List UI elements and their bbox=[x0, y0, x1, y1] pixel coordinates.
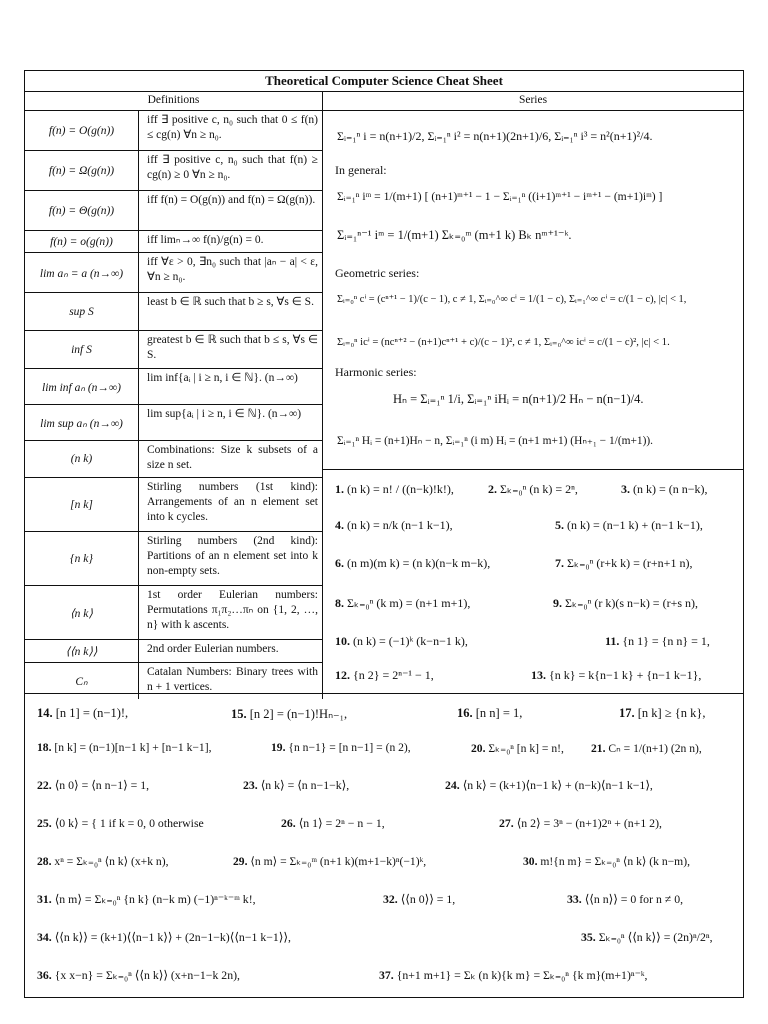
definition-term: lim aₙ = a (n→∞) bbox=[25, 253, 139, 292]
identity: 20. Σₖ₌₀ⁿ [n k] = n!, bbox=[471, 742, 564, 755]
definitions-header: Definitions bbox=[25, 91, 323, 111]
identity: 3. (n k) = (n n−k), bbox=[621, 482, 708, 496]
series-section bbox=[323, 111, 743, 470]
series-label: Harmonic series: bbox=[335, 365, 417, 379]
definition-text: 2nd order Eulerian numbers. bbox=[147, 643, 279, 655]
definition-text: 1st order Eulerian numbers: Permutations π₁π₂…πₙ on {1, 2, …, n} with k ascents. bbox=[147, 589, 318, 631]
identity: 10. (n k) = (−1)ᵏ (k−n−1 k), bbox=[335, 634, 468, 648]
identities-section-wide bbox=[25, 693, 743, 999]
identity: 6. (n m)(m k) = (n k)(n−k m−k), bbox=[335, 556, 491, 570]
identity: 24. ⟨n k⟩ = (k+1)⟨n−1 k⟩ + (n−k)⟨n−1 k−1⟩, bbox=[445, 778, 653, 792]
series-formula: Hₙ = Σᵢ₌₁ⁿ 1/i, Σᵢ₌₁ⁿ iHᵢ = n(n+1)/2 Hₙ − n(n−1)/4. bbox=[393, 392, 644, 406]
definition-text: Stirling numbers (2nd kind): Partitions of an n element set into k non-empty sets. bbox=[147, 535, 318, 577]
definition-text: lim inf{aᵢ | i ≥ n, i ∈ ℕ}. (n→∞) bbox=[147, 372, 298, 384]
identity: 29. ⟨n m⟩ = Σₖ₌₀ᵐ (n+1 k)(m+1−k)ⁿ(−1)ᵏ, bbox=[233, 855, 427, 868]
identity: 7. Σₖ₌₀ⁿ (r+k k) = (r+n+1 n), bbox=[555, 556, 693, 570]
identity: 32. ⟨⟨n 0⟩⟩ = 1, bbox=[383, 892, 456, 906]
definition-text: Stirling numbers (1st kind): Arrangements of an n element set into k cycles. bbox=[147, 481, 318, 523]
definition-row bbox=[25, 231, 322, 253]
definition-term: f(n) = o(g(n)) bbox=[25, 231, 139, 252]
series-label: Geometric series: bbox=[335, 266, 420, 280]
definition-text: least b ∈ ℝ such that b ≥ s, ∀s ∈ S. bbox=[147, 296, 314, 308]
identity: 2. Σₖ₌₀ⁿ (n k) = 2ⁿ, bbox=[488, 482, 578, 496]
identity: 15. [n 2] = (n−1)!Hₙ₋₁, bbox=[231, 707, 348, 721]
definition-text: iff ∀ε > 0, ∃n₀ such that |aₙ − a| < ε, ∀n ≥ n₀. bbox=[147, 256, 318, 283]
definition-row bbox=[25, 532, 322, 586]
identity: 9. Σₖ₌₀ⁿ (r k)(s n−k) = (r+s n), bbox=[553, 596, 699, 610]
identity: 8. Σₖ₌₀ⁿ (k m) = (n+1 m+1), bbox=[335, 596, 471, 610]
definition-term: ⟨n k⟩ bbox=[25, 586, 139, 639]
definition-term: Cₙ bbox=[25, 663, 139, 699]
series-formula: Σᵢ₌₁ⁿ iᵐ = 1/(m+1) [ (n+1)ᵐ⁺¹ − 1 − Σᵢ₌₁ⁿ ((i+1)ᵐ⁺¹ − iᵐ⁺¹ − (m+1)iᵐ) ] bbox=[337, 190, 663, 203]
identity: 25. ⟨0 k⟩ = { 1 if k = 0, 0 otherwise bbox=[37, 816, 204, 830]
identities-section bbox=[323, 470, 743, 692]
definition-term: (n k) bbox=[25, 441, 139, 477]
identity: 17. [n k] ≥ {n k}, bbox=[619, 706, 706, 720]
series-label: In general: bbox=[335, 163, 387, 177]
series-header: Series bbox=[323, 91, 743, 111]
definition-term: sup S bbox=[25, 293, 139, 330]
definition-row bbox=[25, 151, 322, 191]
definition-text: Combinations: Size k subsets of a size n set. bbox=[147, 444, 318, 471]
cheat-sheet bbox=[24, 70, 744, 998]
identity: 4. (n k) = n/k (n−1 k−1), bbox=[335, 518, 453, 532]
definition-text: lim sup{aᵢ | i ≥ n, i ∈ ℕ}. (n→∞) bbox=[147, 408, 302, 420]
definition-term: ⟨⟨n k⟩⟩ bbox=[25, 640, 139, 662]
identity: 5. (n k) = (n−1 k) + (n−1 k−1), bbox=[555, 518, 703, 532]
identity: 27. ⟨n 2⟩ = 3ⁿ − (n+1)2ⁿ + (n+1 2), bbox=[499, 816, 662, 830]
definition-term: f(n) = Θ(g(n)) bbox=[25, 191, 139, 230]
definition-term: inf S bbox=[25, 331, 139, 368]
identity: 13. {n k} = k{n−1 k} + {n−1 k−1}, bbox=[531, 668, 702, 682]
series-formula: Σᵢ₌₀ⁿ cⁱ = (cⁿ⁺¹ − 1)/(c − 1), c ≠ 1, Σᵢ₌₀^∞ cⁱ = 1/(1 − c), Σᵢ₌₁^∞ cⁱ = c/(1 − c), |c| < 1, bbox=[337, 294, 687, 305]
definition-row bbox=[25, 191, 322, 231]
series-formula: Σᵢ₌₁ⁿ Hᵢ = (n+1)Hₙ − n, Σᵢ₌₁ⁿ (i m) Hᵢ = (n+1 m+1) (Hₙ₊₁ − 1/(m+1)). bbox=[337, 435, 654, 447]
definition-row bbox=[25, 253, 322, 293]
series-formula: Σᵢ₌₀ⁿ icⁱ = (ncⁿ⁺² − (n+1)cⁿ⁺¹ + c)/(c − 1)², c ≠ 1, Σᵢ₌₀^∞ icⁱ = c/(1 − c)², |c| < 1. bbox=[337, 337, 670, 348]
identity: 1. (n k) = n! / ((n−k)!k!), bbox=[335, 482, 454, 496]
definition-row bbox=[25, 369, 322, 405]
definition-row bbox=[25, 478, 322, 532]
definition-term: {n k} bbox=[25, 532, 139, 585]
definition-text: iff f(n) = O(g(n)) and f(n) = Ω(g(n)). bbox=[147, 194, 316, 206]
identity: 18. [n k] = (n−1)[n−1 k] + [n−1 k−1], bbox=[37, 741, 212, 754]
definition-row bbox=[25, 405, 322, 441]
definition-term: f(n) = O(g(n)) bbox=[25, 111, 139, 150]
definition-term: f(n) = Ω(g(n)) bbox=[25, 151, 139, 190]
definitions-table bbox=[25, 111, 323, 699]
identity: 37. {n+1 m+1} = Σₖ (n k){k m} = Σₖ₌₀ⁿ {k m}(m+1)ⁿ⁻ᵏ, bbox=[379, 968, 648, 982]
series-formula: Σᵢ₌₁ⁿ⁻¹ iᵐ = 1/(m+1) Σₖ₌₀ᵐ (m+1 k) Bₖ nᵐ⁺¹⁻ᵏ. bbox=[337, 228, 572, 242]
identity: 19. {n n−1} = [n n−1] = (n 2), bbox=[271, 741, 411, 754]
definition-text: iff ∃ positive c, n₀ such that 0 ≤ f(n) ≤ cg(n) ∀n ≥ n₀. bbox=[147, 114, 318, 141]
identity: 30. m!{n m} = Σₖ₌₀ⁿ ⟨n k⟩ (k n−m), bbox=[523, 855, 690, 868]
identity: 12. {n 2} = 2ⁿ⁻¹ − 1, bbox=[335, 668, 434, 682]
identity: 35. Σₖ₌₀ⁿ ⟨⟨n k⟩⟩ = (2n)ⁿ/2ⁿ, bbox=[581, 930, 713, 944]
definition-text: iff ∃ positive c, n₀ such that f(n) ≥ cg(n) ≥ 0 ∀n ≥ n₀. bbox=[147, 154, 318, 181]
identity: 22. ⟨n 0⟩ = ⟨n n−1⟩ = 1, bbox=[37, 778, 150, 792]
identity: 31. ⟨n m⟩ = Σₖ₌₀ⁿ {n k} (n−k m) (−1)ⁿ⁻ᵏ⁻ᵐ k!, bbox=[37, 892, 256, 906]
identity: 34. ⟨⟨n k⟩⟩ = (k+1)⟨⟨n−1 k⟩⟩ + (2n−1−k)⟨⟨n−1 k−1⟩⟩, bbox=[37, 930, 291, 944]
definition-row bbox=[25, 441, 322, 478]
identity: 28. xⁿ = Σₖ₌₀ⁿ ⟨n k⟩ (x+k n), bbox=[37, 855, 169, 868]
identity: 16. [n n] = 1, bbox=[457, 706, 523, 720]
identity: 26. ⟨n 1⟩ = 2ⁿ − n − 1, bbox=[281, 816, 385, 830]
series-formula: Σᵢ₌₁ⁿ i = n(n+1)/2, Σᵢ₌₁ⁿ i² = n(n+1)(2n+1)/6, Σᵢ₌₁ⁿ i³ = n²(n+1)²/4. bbox=[337, 129, 653, 143]
identity: 11. {n 1} = {n n} = 1, bbox=[605, 634, 710, 648]
identity: 33. ⟨⟨n n⟩⟩ = 0 for n ≠ 0, bbox=[567, 892, 684, 906]
definition-row bbox=[25, 331, 322, 369]
definition-text: Catalan Numbers: Binary trees with n + 1 vertices. bbox=[147, 666, 318, 693]
definition-text: greatest b ∈ ℝ such that b ≤ s, ∀s ∈ S. bbox=[147, 334, 318, 361]
identity: 14. [n 1] = (n−1)!, bbox=[37, 706, 129, 720]
definition-row bbox=[25, 111, 322, 151]
identity: 21. Cₙ = 1/(n+1) (2n n), bbox=[591, 742, 702, 755]
definition-term: lim sup aₙ (n→∞) bbox=[25, 405, 139, 440]
identity: 23. ⟨n k⟩ = ⟨n n−1−k⟩, bbox=[243, 778, 350, 792]
definition-term: lim inf aₙ (n→∞) bbox=[25, 369, 139, 404]
identity: 36. {x x−n} = Σₖ₌₀ⁿ ⟨⟨n k⟩⟩ (x+n−1−k 2n), bbox=[37, 968, 240, 982]
definition-row bbox=[25, 586, 322, 640]
definition-text: iff limₙ→∞ f(n)/g(n) = 0. bbox=[147, 234, 264, 246]
definition-row bbox=[25, 293, 322, 331]
definition-row bbox=[25, 640, 322, 663]
page-title: Theoretical Computer Science Cheat Sheet bbox=[25, 71, 743, 92]
definition-term: [n k] bbox=[25, 478, 139, 531]
